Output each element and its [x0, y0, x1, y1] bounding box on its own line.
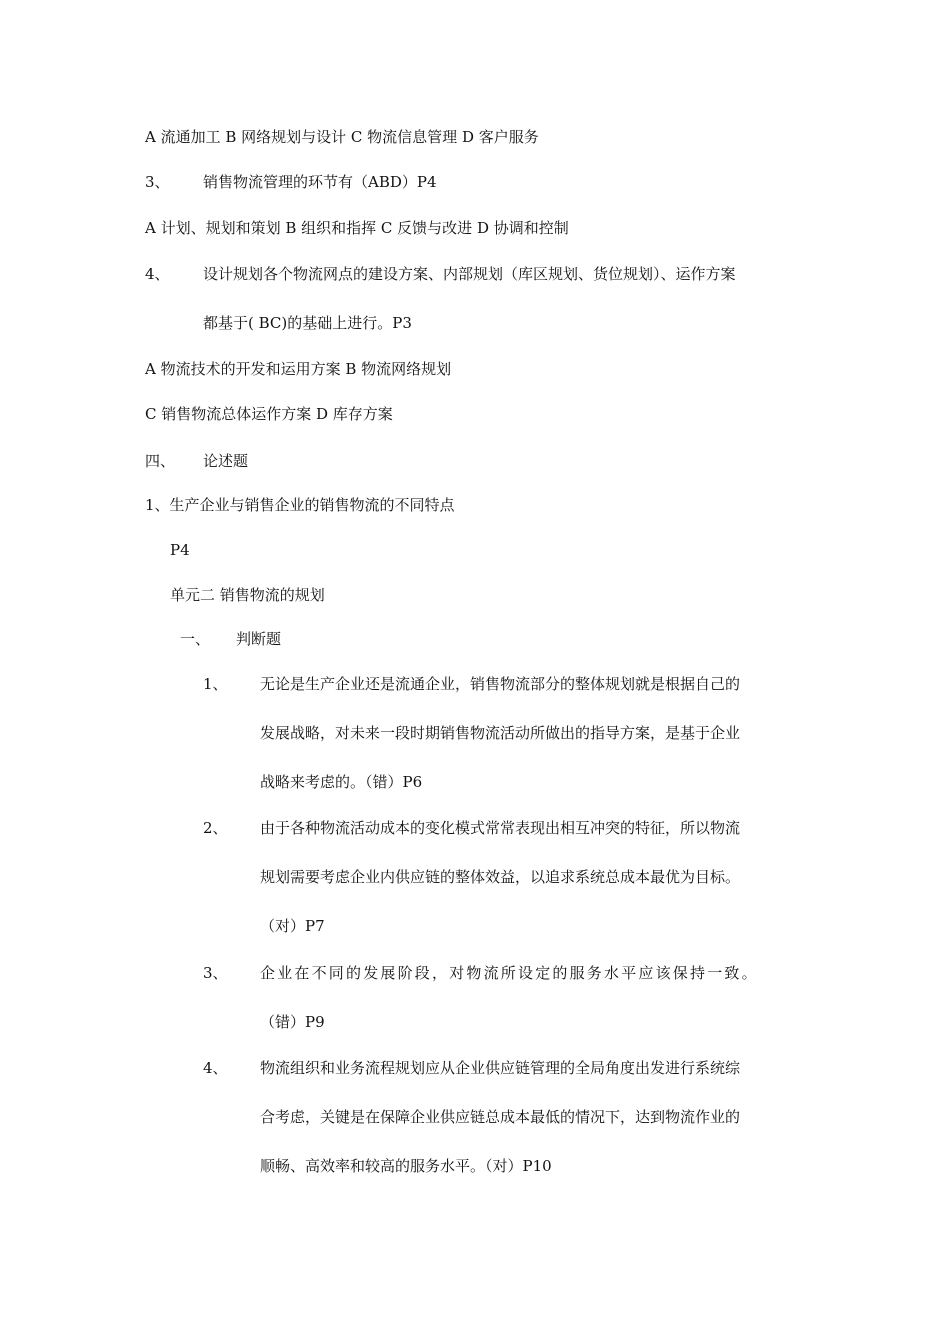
section-4-number: 四、 [145, 452, 176, 470]
judgment-2-line-2: 规划需要考虑企业内供应链的整体效益，以追求系统总成本最优为目标。 [260, 868, 741, 886]
options-line-q3: A 计划、规划和策划 B 组织和指挥 C 反馈与改进 D 协调和控制 [145, 219, 569, 237]
question-3-text: 销售物流管理的环节有（ABD）P4 [203, 173, 437, 191]
judgment-1-number: 1、 [203, 675, 228, 693]
judgment-4-line-1: 物流组织和业务流程规划应从企业供应链管理的全局角度出发进行系统综 [260, 1059, 741, 1077]
judgment-3-line-1: 企业在不同的发展阶段，对物流所设定的服务水平应该保持一致。 [260, 964, 759, 982]
judgment-2-line-3: （对）P7 [260, 917, 325, 935]
options-line-q4-a-b: A 物流技术的开发和运用方案 B 物流网络规划 [145, 360, 452, 378]
question-4-number: 4、 [145, 265, 170, 283]
unit-2-heading: 单元二 销售物流的规划 [170, 586, 325, 604]
judgment-1-line-1: 无论是生产企业还是流通企业，销售物流部分的整体规划就是根据自己的 [260, 675, 741, 693]
section-1-number: 一、 [180, 630, 211, 648]
judgment-4-line-2: 合考虑，关键是在保障企业供应链总成本最低的情况下，达到物流作业的 [260, 1108, 741, 1126]
page-reference: P4 [170, 541, 190, 559]
judgment-3-number: 3、 [203, 964, 228, 982]
question-3-number: 3、 [145, 173, 170, 191]
question-4-text-line-1: 设计规划各个物流网点的建设方案、内部规划（库区规划、货位规划）、运作方案 [203, 265, 736, 283]
judgment-2-number: 2、 [203, 819, 228, 837]
judgment-4-line-3: 顺畅、高效率和较高的服务水平。（对）P10 [260, 1157, 552, 1175]
essay-question-1: 1、生产企业与销售企业的销售物流的不同特点 [145, 496, 455, 514]
question-4-text-line-2: 都基于( BC)的基础上进行。P3 [203, 314, 412, 332]
options-line-q4-c-d: C 销售物流总体运作方案 D 库存方案 [145, 405, 393, 423]
judgment-4-number: 4、 [203, 1059, 228, 1077]
section-4-heading: 论述题 [203, 452, 249, 470]
options-line-q2: A 流通加工 B 网络规划与设计 C 物流信息管理 D 客户服务 [145, 128, 539, 146]
judgment-2-line-1: 由于各种物流活动成本的变化模式常常表现出相互冲突的特征，所以物流 [260, 819, 741, 837]
judgment-1-line-2: 发展战略，对未来一段时期销售物流活动所做出的指导方案，是基于企业 [260, 724, 741, 742]
section-1-heading: 判断题 [236, 630, 282, 648]
judgment-3-line-2: （错）P9 [260, 1013, 325, 1031]
judgment-1-line-3: 战略来考虑的。（错）P6 [260, 773, 423, 791]
